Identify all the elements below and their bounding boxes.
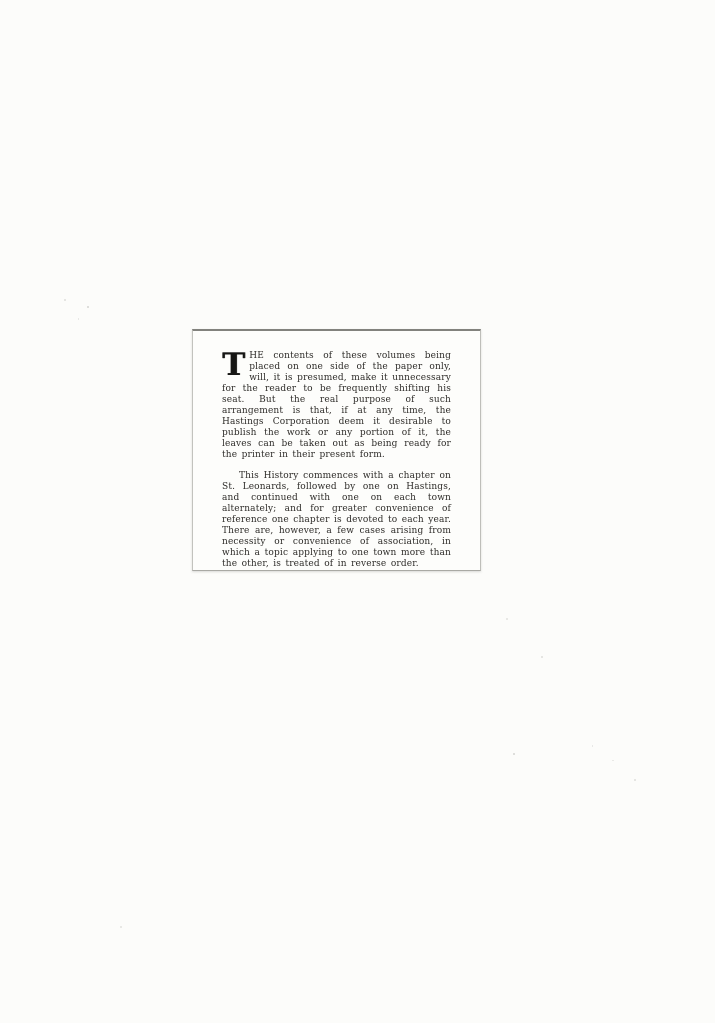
drop-cap-initial: T	[222, 347, 246, 383]
scan-speck	[506, 618, 508, 620]
scan-speck	[612, 760, 614, 761]
scan-speck	[634, 779, 636, 781]
page-text-block	[222, 347, 451, 570]
scan-speck	[513, 753, 515, 755]
scanned-page-panel	[192, 329, 481, 571]
scan-speck	[120, 926, 122, 928]
scan-speck	[87, 306, 89, 308]
paragraph-opening	[222, 347, 451, 461]
paragraph-second: This History commences with a chapter on St. Leonards, followed by one on Hastings, and continued with one on each town alternately; and for greater convenience of reference one chapter is devoted to each year. There are, however, a few cases arising from necessity or convenience of association, in which a topic applying to one town more than the other, is treated of in reverse order.	[222, 471, 451, 569]
scan-speck	[592, 745, 593, 747]
paragraph-opening-text: HE contents of these volumes being placed on one side of the paper only, will, it is presumed, make it unnecessary for the reader to be frequently shifting his seat. But the real purpose of such arrangement is that, if at any time, the Hastings Corporation deem it desirable to publish the work or any portion of it, the leaves can be taken out as being ready for the printer in their present form.	[222, 351, 451, 460]
scan-speck	[64, 299, 66, 301]
scan-speck	[78, 318, 79, 320]
scan-speck	[541, 656, 543, 658]
